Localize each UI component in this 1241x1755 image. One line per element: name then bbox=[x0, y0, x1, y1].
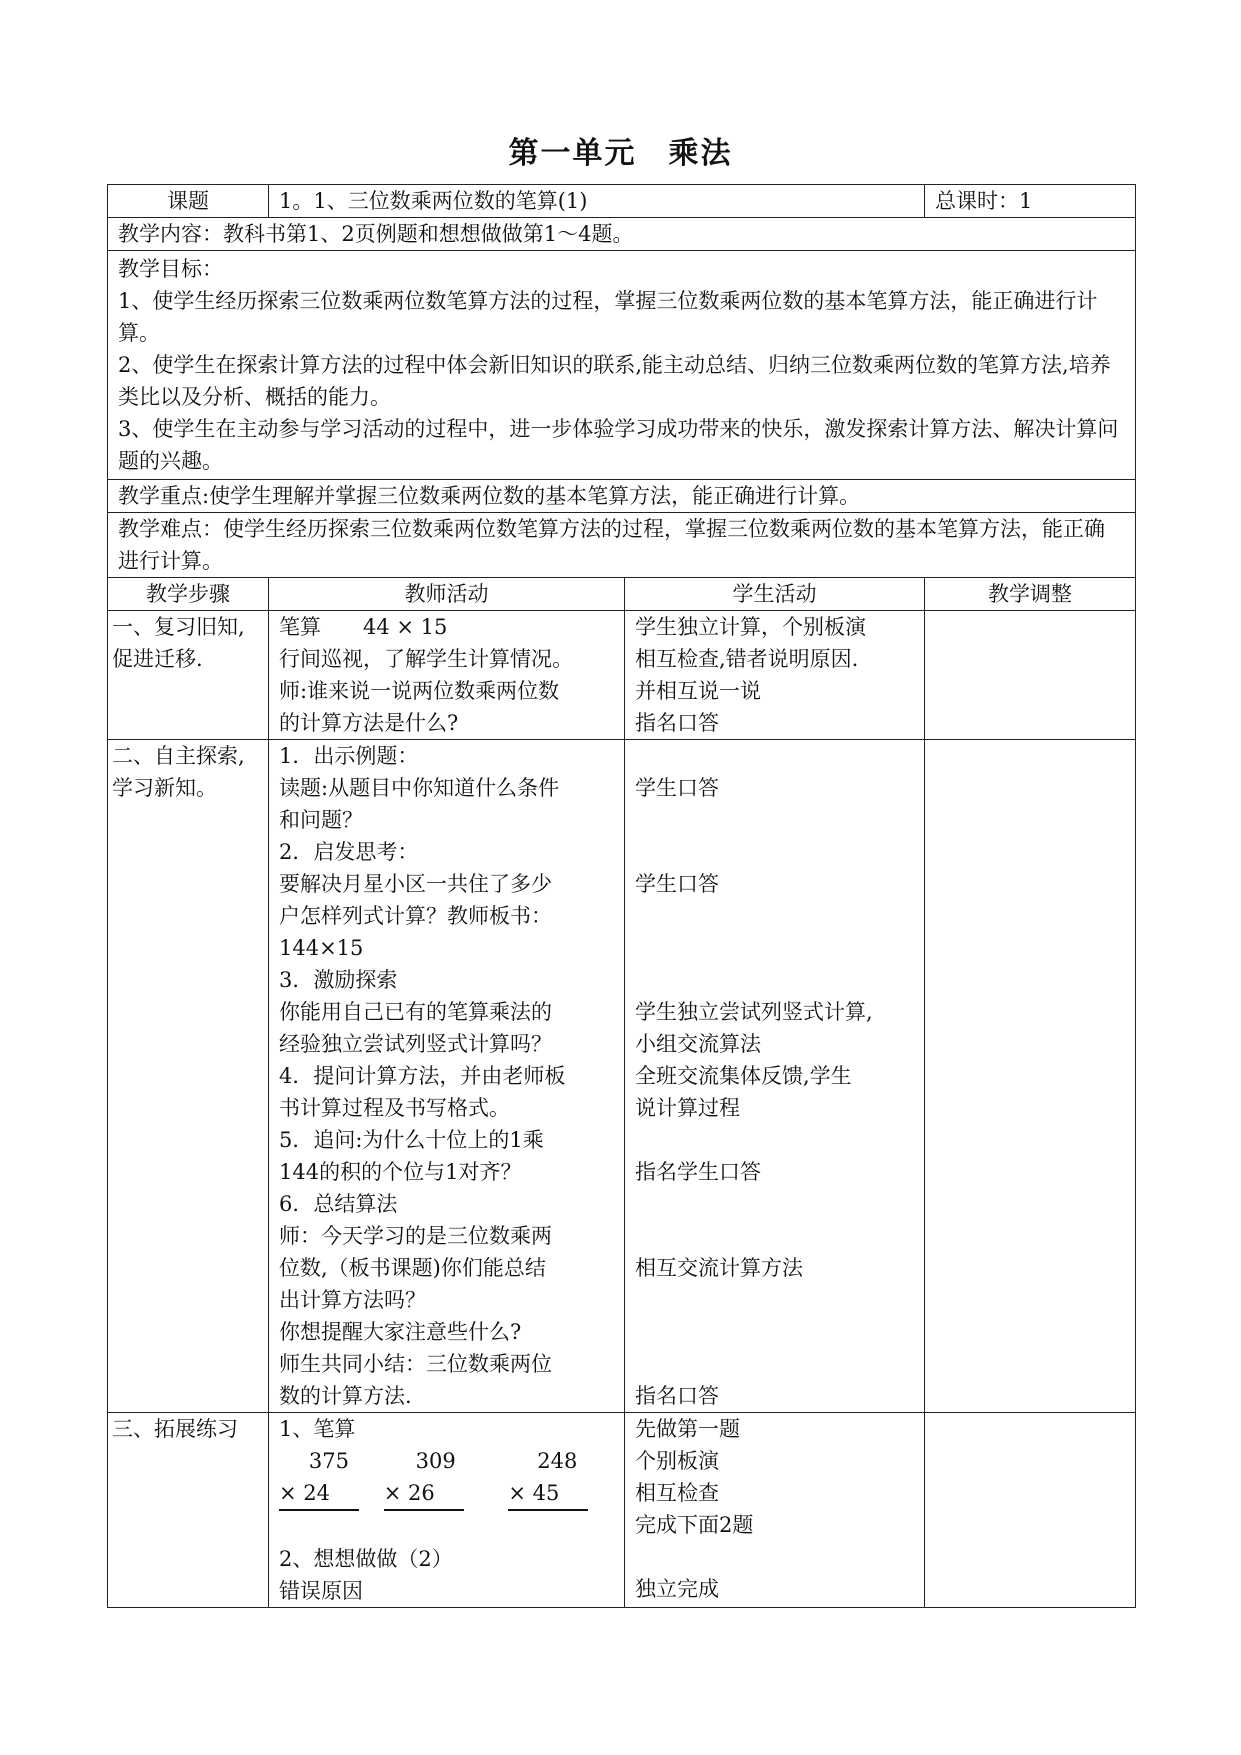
header-row bbox=[108, 185, 1136, 218]
total-hours: 总课时：1 bbox=[925, 185, 1136, 218]
teacher-line: 要解决月星小区一共住了多少 bbox=[279, 872, 552, 896]
student-line bbox=[635, 740, 914, 772]
teacher-line: 5．追问:为什么十位上的1乘 bbox=[279, 1128, 544, 1152]
goal-2: 2、使学生在探索计算方法的过程中体会新旧知识的联系,能主动总结、归纳三位数乘两位数的笔算方法,培养类比以及分析、概括的能力。 bbox=[118, 353, 1111, 409]
multipliers-row bbox=[279, 1477, 614, 1511]
teacher-line: 户怎样列式计算？教师板书： bbox=[279, 904, 552, 928]
teacher-line: 读题:从题目中你知道什么条件 bbox=[279, 776, 560, 800]
goal-3: 3、使学生在主动参与学习活动的过程中，进一步体验学习成功带来的快乐，激发探索计算方法、解决计算问题的兴趣。 bbox=[118, 417, 1119, 473]
student-line: 先做第一题 bbox=[635, 1417, 740, 1441]
teacher-activity-2 bbox=[269, 740, 625, 1413]
multiplicand: 375 bbox=[308, 1449, 349, 1473]
student-line: 学生独立计算，个别板演 bbox=[635, 615, 866, 639]
student-line: 指名口答 bbox=[635, 711, 719, 735]
student-line: 相互交流计算方法 bbox=[635, 1256, 803, 1280]
student-line bbox=[635, 1124, 914, 1156]
goals-label: 教学目标： bbox=[118, 257, 223, 281]
teacher-line: 书计算过程及书写格式。 bbox=[279, 1096, 510, 1120]
step-3-title: 三、拓展练习 bbox=[112, 1417, 238, 1441]
student-line: 并相互说一说 bbox=[635, 679, 761, 703]
teacher-line: 144的积的个位与1对齐？ bbox=[279, 1160, 522, 1184]
teacher-line: 师:谁来说一说两位数乘两位数 bbox=[279, 679, 560, 703]
teacher-line: 144×15 bbox=[279, 936, 364, 960]
topic-label: 课题 bbox=[108, 185, 269, 218]
student-line bbox=[635, 1541, 914, 1573]
student-line: 相互检查 bbox=[635, 1481, 719, 1505]
student-activity-2 bbox=[625, 740, 925, 1413]
teacher-line: 1、笔算 bbox=[279, 1417, 356, 1441]
student-line: 学生口答 bbox=[635, 776, 719, 800]
col-student: 学生活动 bbox=[625, 578, 925, 611]
student-activity-3 bbox=[625, 1413, 925, 1608]
teacher-line: 师生共同小结：三位数乘两位 bbox=[279, 1352, 552, 1376]
multiplicand: 309 bbox=[415, 1449, 456, 1473]
multiplicands-row bbox=[279, 1445, 614, 1477]
goal-1: 1、使学生经历探索三位数乘两位数笔算方法的过程，掌握三位数乘两位数的基本笔算方法，能正确进行计算。 bbox=[118, 289, 1098, 345]
column-header-row bbox=[108, 578, 1136, 611]
teacher-line: 错误原因 bbox=[279, 1579, 363, 1603]
teacher-line: 1．出示例题： bbox=[279, 744, 419, 768]
student-line bbox=[635, 1284, 914, 1316]
content-row bbox=[108, 218, 1136, 251]
teacher-line: 数的计算方法. bbox=[279, 1384, 412, 1408]
student-line: 说计算过程 bbox=[635, 1096, 740, 1120]
step-1-title: 促进迁移. bbox=[112, 647, 203, 671]
student-line: 指名学生口答 bbox=[635, 1160, 761, 1184]
teacher-line: 3．激励探索 bbox=[279, 968, 398, 992]
teaching-content: 教学内容：教科书第1、2页例题和想想做做第1～4题。 bbox=[108, 218, 1136, 251]
student-line: 个别板演 bbox=[635, 1449, 719, 1473]
student-line bbox=[635, 1220, 914, 1252]
key-point: 教学重点:使学生理解并掌握三位数乘两位数的基本笔算方法，能正确进行计算。 bbox=[108, 480, 1136, 513]
teacher-line: 和问题？ bbox=[279, 808, 363, 832]
step-2-title: 学习新知。 bbox=[112, 776, 217, 800]
teacher-line: 2、想想做做（2） bbox=[279, 1547, 453, 1571]
student-line bbox=[635, 932, 914, 964]
teacher-line: 行间巡视，了解学生计算情况。 bbox=[279, 647, 573, 671]
step-3-row bbox=[108, 1413, 1136, 1608]
teacher-line: 6．总结算法 bbox=[279, 1192, 398, 1216]
multiplier: × 45 bbox=[508, 1477, 588, 1511]
teacher-line: 你能用自己已有的笔算乘法的 bbox=[279, 1000, 552, 1024]
student-line bbox=[635, 1316, 914, 1348]
teacher-line: 2．启发思考： bbox=[279, 840, 419, 864]
step-2-row bbox=[108, 740, 1136, 1413]
goals-row bbox=[108, 251, 1136, 480]
student-line bbox=[635, 1348, 914, 1380]
teacher-line: 经验独立尝试列竖式计算吗？ bbox=[279, 1032, 552, 1056]
spacer bbox=[279, 1511, 614, 1543]
student-line: 独立完成 bbox=[635, 1577, 719, 1601]
adjust-cell bbox=[925, 740, 1136, 1413]
teacher-line: 笔算 44 × 15 bbox=[279, 615, 448, 639]
lesson-plan-table bbox=[107, 184, 1136, 1608]
student-line bbox=[635, 900, 914, 932]
col-adjust: 教学调整 bbox=[925, 578, 1136, 611]
teacher-line: 位数,（板书课题)你们能总结 bbox=[279, 1256, 546, 1280]
teacher-line: 的计算方法是什么? bbox=[279, 711, 459, 735]
step-2-title: 二、自主探索, bbox=[112, 744, 245, 768]
student-line bbox=[635, 1188, 914, 1220]
multiplier: × 24 bbox=[279, 1477, 359, 1511]
key-point-row bbox=[108, 480, 1136, 513]
teacher-line: 出计算方法吗？ bbox=[279, 1288, 426, 1312]
difficulty-row bbox=[108, 513, 1136, 578]
step-1-title: 一、复习旧知, bbox=[112, 615, 245, 639]
page-title: 第一单元 乘法 bbox=[508, 136, 733, 171]
student-line bbox=[635, 964, 914, 996]
difficulty: 教学难点：使学生经历探索三位数乘两位数笔算方法的过程，掌握三位数乘两位数的基本笔算方法，能正确进行计算。 bbox=[108, 513, 1136, 578]
col-step: 教学步骤 bbox=[108, 578, 269, 611]
student-line: 学生口答 bbox=[635, 872, 719, 896]
student-line: 相互检查,错者说明原因. bbox=[635, 647, 859, 671]
step-1-row bbox=[108, 611, 1136, 740]
student-line: 完成下面2题 bbox=[635, 1513, 754, 1537]
student-line bbox=[635, 836, 914, 868]
teacher-line: 师：今天学习的是三位数乘两 bbox=[279, 1224, 552, 1248]
teacher-line: 你想提醒大家注意些什么? bbox=[279, 1320, 522, 1344]
student-line: 指名口答 bbox=[635, 1384, 719, 1408]
multiplicand: 248 bbox=[537, 1449, 578, 1473]
topic-value: 1。1、三位数乘两位数的笔算(1) bbox=[269, 185, 925, 218]
multiplier: × 26 bbox=[384, 1477, 464, 1511]
teacher-line: 4．提问计算方法，并由老师板 bbox=[279, 1064, 566, 1088]
student-line: 小组交流算法 bbox=[635, 1032, 761, 1056]
adjust-cell bbox=[925, 611, 1136, 740]
student-line: 学生独立尝试列竖式计算, bbox=[635, 1000, 873, 1024]
col-teacher: 教师活动 bbox=[269, 578, 625, 611]
student-line bbox=[635, 804, 914, 836]
adjust-cell bbox=[925, 1413, 1136, 1608]
student-line: 全班交流集体反馈,学生 bbox=[635, 1064, 852, 1088]
